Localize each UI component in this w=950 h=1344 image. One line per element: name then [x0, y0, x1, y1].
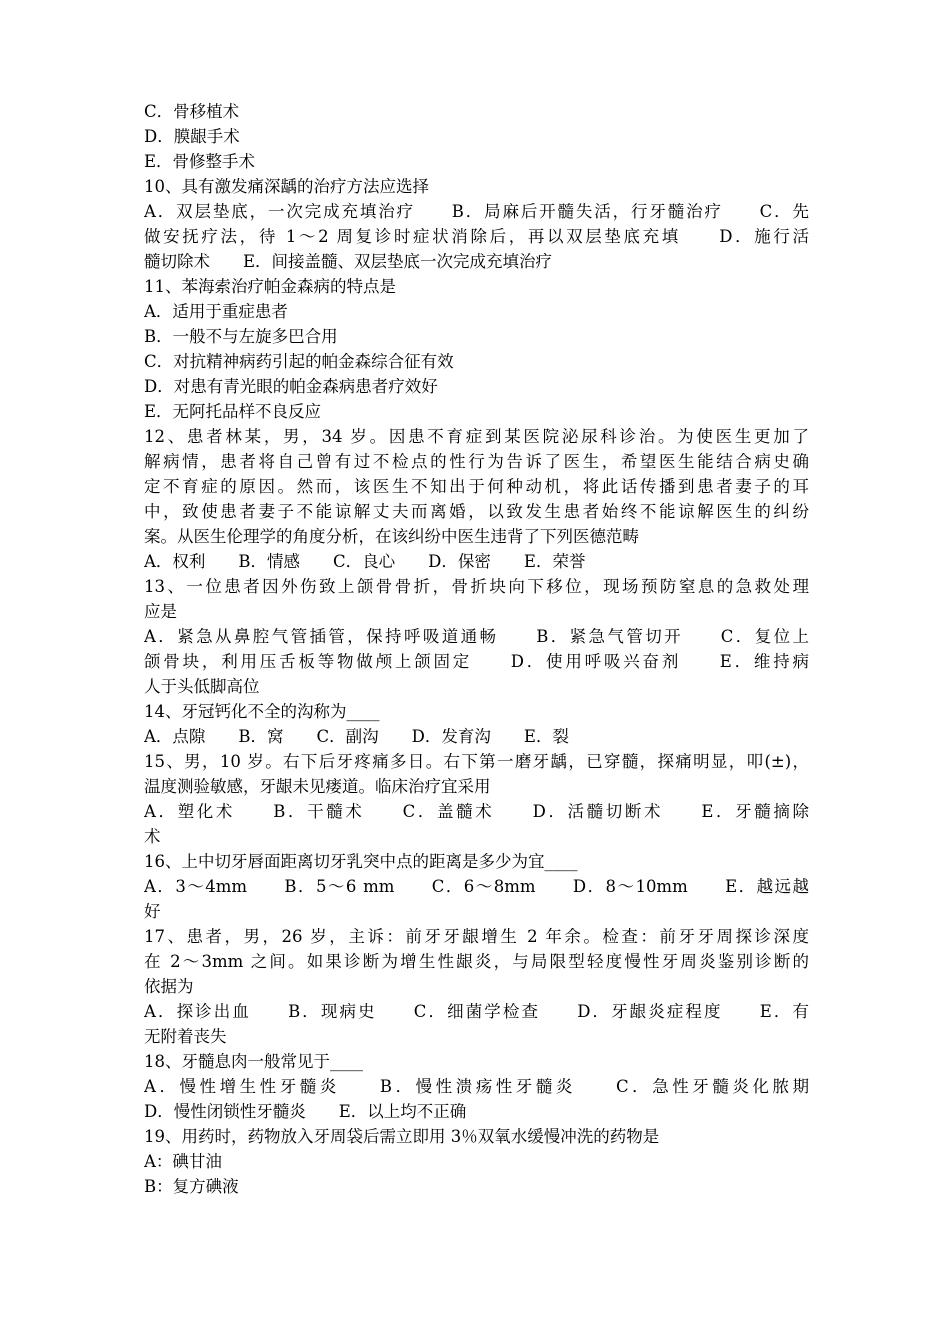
- text-line: 人于头低脚高位: [144, 677, 260, 696]
- text-line: D．对患有青光眼的帕金森病患者疗效好: [144, 377, 438, 396]
- text-line: A．慢性增生性牙髓炎 B．慢性溃疡性牙髓炎 C．急性牙髓炎化脓期: [144, 1077, 809, 1096]
- text-line: 在 2～3mm 之间。如果诊断为增生性龈炎，与局限型轻度慢性牙周炎鉴别诊断的: [144, 952, 809, 971]
- text-line: 无附着丧失: [144, 1027, 227, 1046]
- text-line: 18、牙髓息肉一般常见于____: [144, 1052, 363, 1071]
- text-line: 中，致使患者妻子不能谅解丈夫而离婚，以致发生患者始终不能谅解医生的纠纷: [144, 502, 809, 521]
- text-line: 依据为: [144, 977, 194, 996]
- text-line: 做安抚疗法，待 1～2 周复诊时症状消除后，再以双层垫底充填 D．施行活: [144, 227, 809, 246]
- text-line: E．无阿托品样不良反应: [144, 402, 322, 421]
- text-line: 颌骨块，利用压舌板等物做颅上颌固定 D．使用呼吸兴奋剂 E．维持病: [144, 652, 809, 671]
- text-line: A．紧急从鼻腔气管插管，保持呼吸道通畅 B．紧急气管切开 C．复位上: [144, 627, 809, 646]
- text-line: A．点隙 B．窝 C．副沟 D．发育沟 E．裂: [144, 727, 569, 746]
- text-line: 温度测验敏感，牙龈未见瘘道。临床治疗宜采用: [144, 777, 491, 796]
- text-line: A．探诊出血 B．现病史 C．细菌学检查 D．牙龈炎症程度 E．有: [144, 1002, 809, 1021]
- text-line: A．适用于重症患者: [144, 302, 288, 321]
- text-line: 好: [144, 902, 161, 921]
- text-line: 10、具有激发痛深龋的治疗方法应选择: [144, 177, 429, 196]
- text-line: A．双层垫底，一次完成充填治疗 B．局麻后开髓失活，行牙髓治疗 C．先: [144, 202, 809, 221]
- text-line: A．塑化术 B．干髓术 C．盖髓术 D．活髓切断术 E．牙髓摘除: [144, 802, 809, 821]
- text-line: 术: [144, 827, 161, 846]
- text-line: 17、患者，男，26 岁，主诉：前牙牙龈增生 2 年余。检查：前牙牙周探诊深度: [144, 927, 809, 946]
- text-line: 16、上中切牙唇面距离切牙乳突中点的距离是多少为宜____: [144, 852, 578, 871]
- text-line: 13、一位患者因外伤致上颌骨骨折，骨折块向下移位，现场预防窒息的急救处理: [144, 577, 809, 596]
- text-line: E．骨修整手术: [144, 152, 256, 171]
- text-line: 19、用药时，药物放入牙周袋后需立即用 3％双氧水缓慢冲洗的药物是: [144, 1127, 660, 1146]
- text-line: 定不育症的原因。然而，该医生不知出于何种动机，将此话传播到患者妻子的耳: [144, 477, 809, 496]
- text-line: 15、男，10 岁。右下后牙疼痛多日。右下第一磨牙龋，已穿髓，探痛明显，叩(±)，: [144, 752, 809, 771]
- text-line: A：碘甘油: [144, 1152, 222, 1171]
- text-line: 解病情，患者将自己曾有过不检点的性行为告诉了医生，希望医生能结合病史确: [144, 452, 809, 471]
- text-line: B：复方碘液: [144, 1177, 239, 1196]
- text-line: B．一般不与左旋多巴合用: [144, 327, 338, 346]
- text-line: 12、患者林某，男，34 岁。因患不育症到某医院泌尿科诊治。为使医生更加了: [144, 427, 809, 446]
- text-line: 案。从医生伦理学的角度分析，在该纠纷中医生违背了下列医德范畴: [144, 527, 639, 546]
- text-line: C．对抗精神病药引起的帕金森综合征有效: [144, 352, 454, 371]
- text-line: A．3～4mm B．5～6 mm C．6～8mm D．8～10mm E．越远越: [144, 877, 809, 896]
- text-line: C．骨移植术: [144, 102, 240, 121]
- text-line: D．膜龈手术: [144, 127, 240, 146]
- text-line: A．权利 B．情感 C．良心 D．保密 E．荣誉: [144, 552, 586, 571]
- text-line: D．慢性闭锁性牙髓炎 E．以上均不正确: [144, 1102, 467, 1121]
- text-line: 应是: [144, 602, 177, 621]
- text-line: 14、牙冠钙化不全的沟称为____: [144, 702, 380, 721]
- document-page: [144, 99, 809, 1199]
- text-line: 髓切除术 E．间接盖髓、双层垫底一次完成充填治疗: [144, 252, 553, 271]
- text-line: 11、苯海索治疗帕金森病的特点是: [144, 277, 396, 296]
